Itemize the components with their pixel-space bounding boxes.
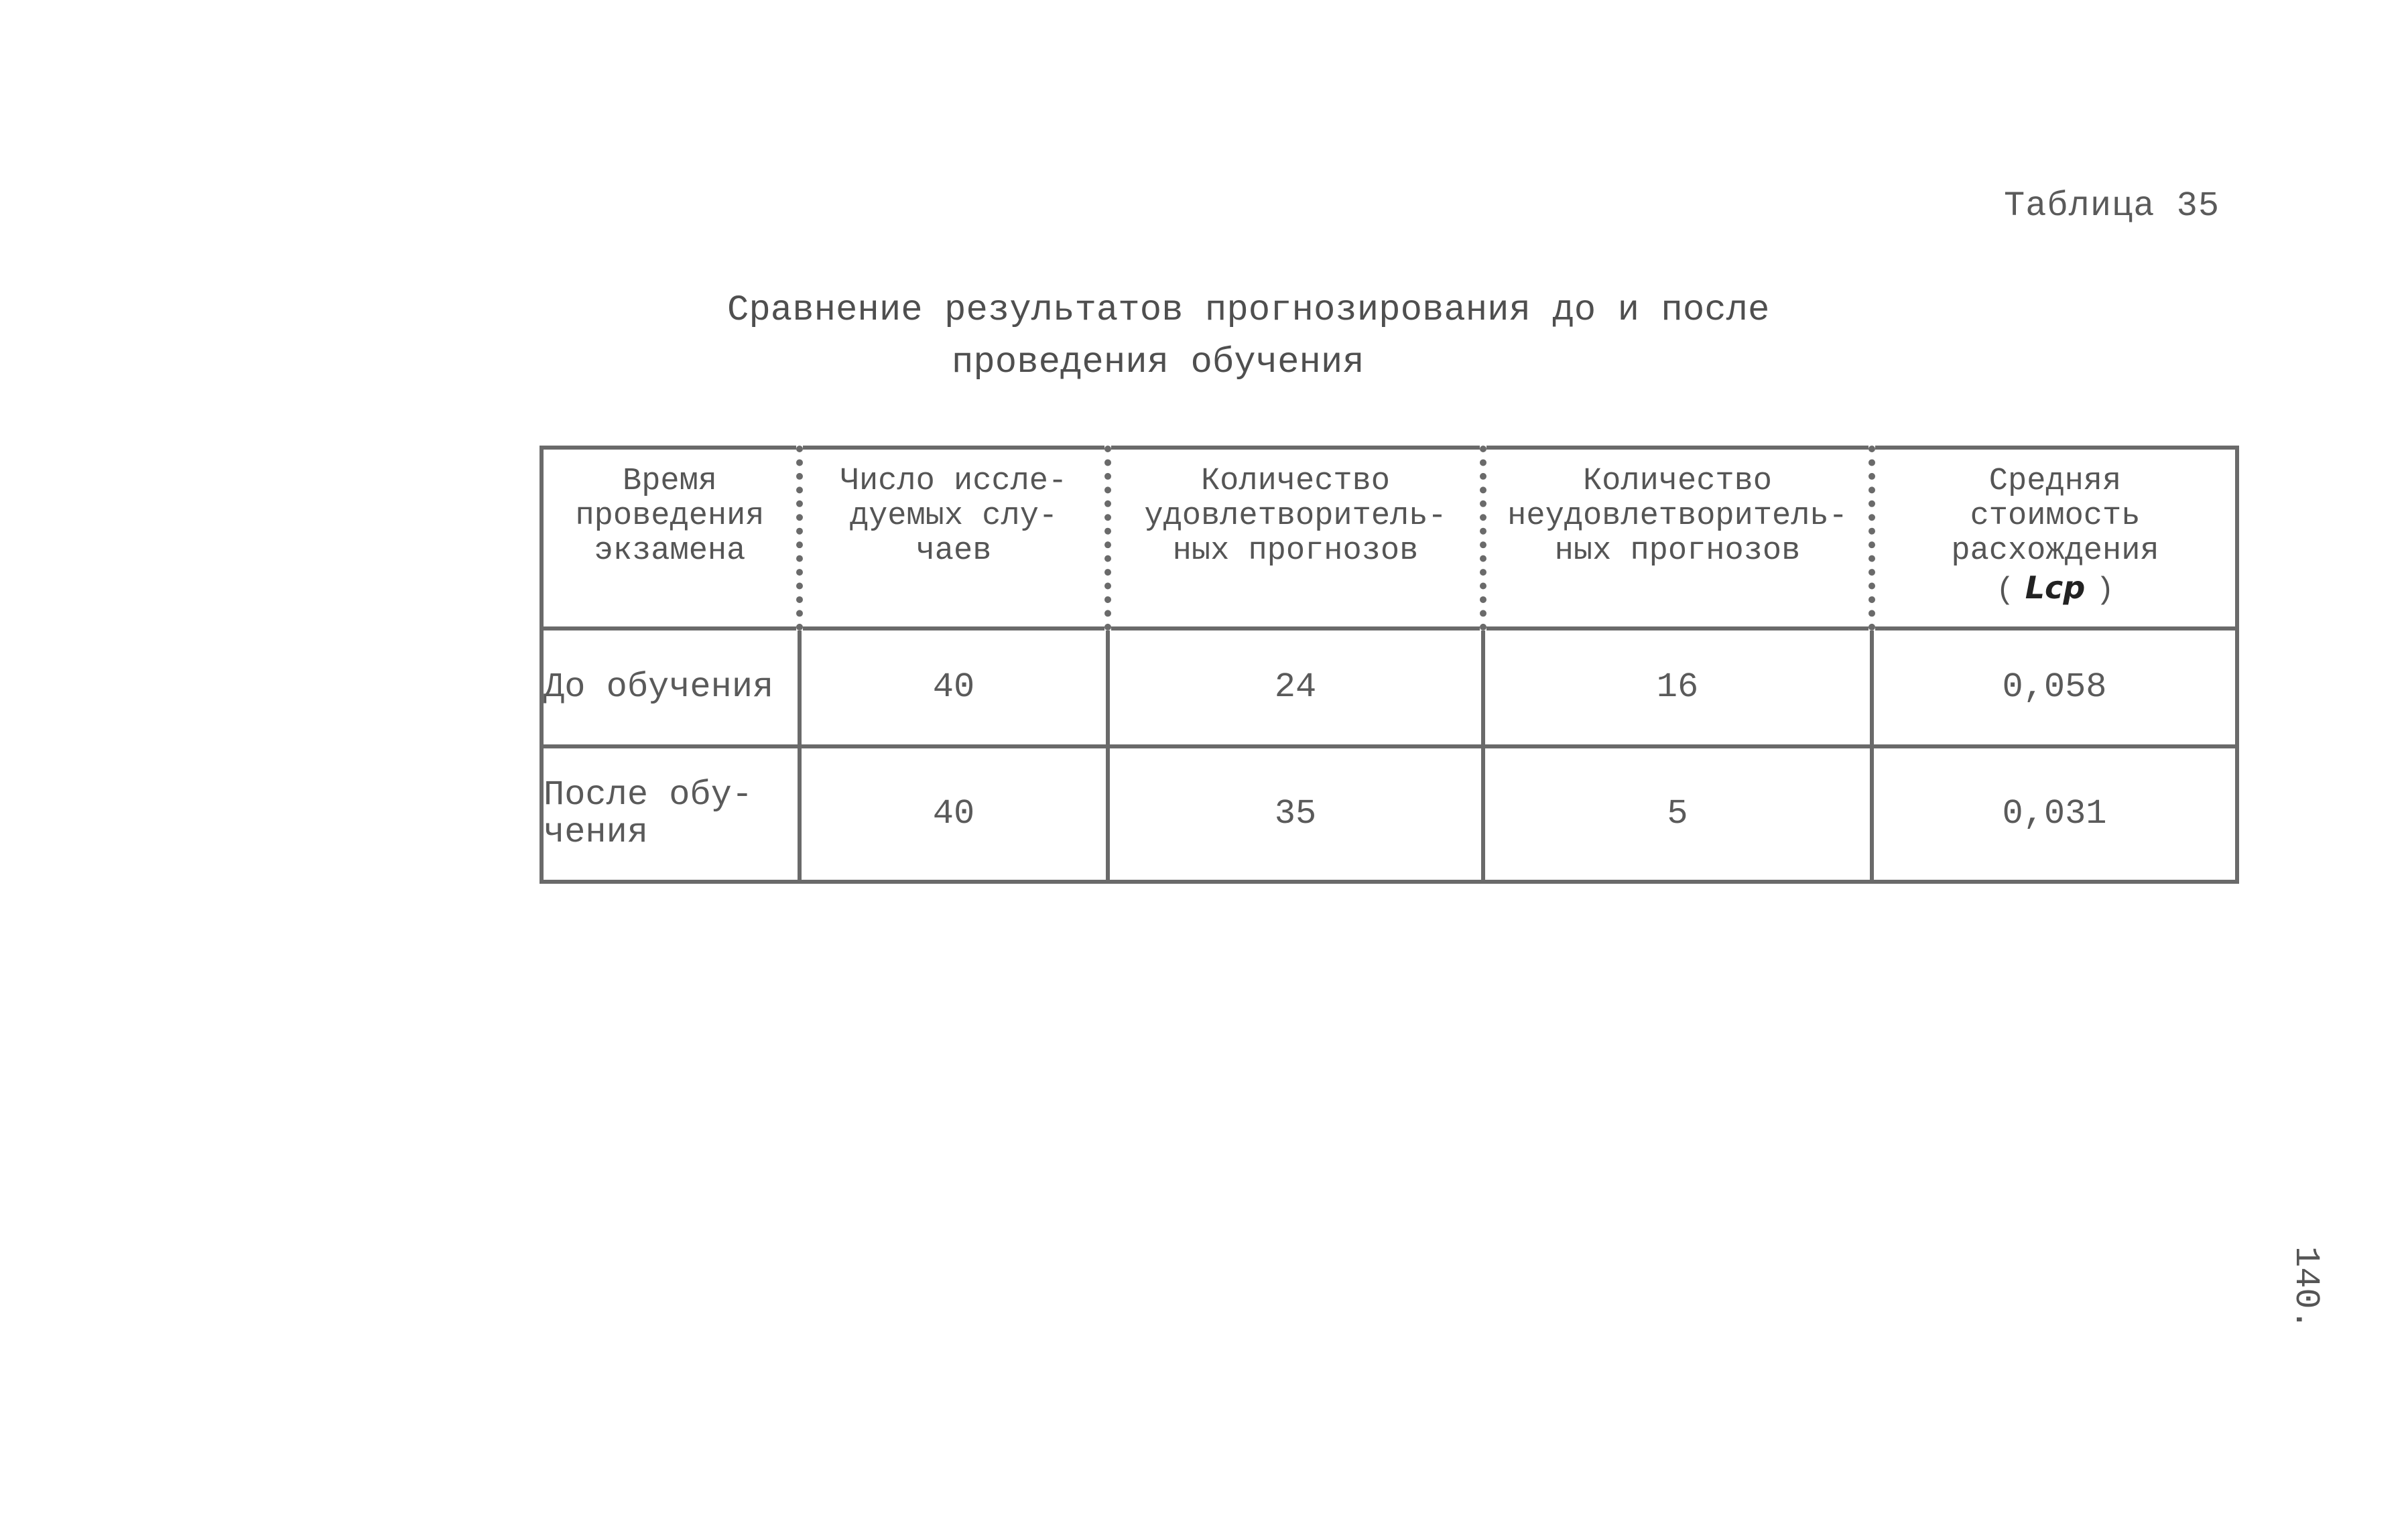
table-number: Таблица 35 [2004, 186, 2220, 226]
header-cases-count: Число иссле- дуемых слу- чаев [800, 448, 1108, 628]
header-exam-time: Время проведения экзамена [542, 448, 800, 628]
cell-cases: 40 [800, 628, 1108, 746]
page-number: 140. [2286, 1246, 2326, 1330]
header-average-discrepancy-cost: Средняя стоимость расхождения ( Lср ) [1872, 448, 2237, 628]
cell-satisfactory: 24 [1108, 628, 1483, 746]
cell-unsatisfactory: 5 [1483, 746, 1872, 882]
caption-line-2: проведения обучения [952, 342, 1365, 383]
caption-line-1: Сравнение результатов прогнозирования до и после [727, 290, 1770, 331]
table-row [542, 628, 2237, 746]
table-row [542, 746, 2237, 882]
header-unsatisfactory-forecasts: Количество неудовлетворитель- ных прогнозов [1483, 448, 1872, 628]
header-satisfactory-forecasts: Количество удовлетворитель- ных прогнозов [1108, 448, 1483, 628]
cell-satisfactory: 35 [1108, 746, 1483, 882]
comparison-table [540, 446, 2239, 884]
cell-unsatisfactory: 16 [1483, 628, 1872, 746]
table-header-row [542, 448, 2237, 628]
cell-average-cost: 0,031 [1872, 746, 2237, 882]
row-label-after: После обу- чения [542, 746, 800, 882]
cell-average-cost: 0,058 [1872, 628, 2237, 746]
lcp-symbol: ( Lср ) [1996, 570, 2114, 608]
row-label-before: До обучения [542, 628, 800, 746]
cell-cases: 40 [800, 746, 1108, 882]
